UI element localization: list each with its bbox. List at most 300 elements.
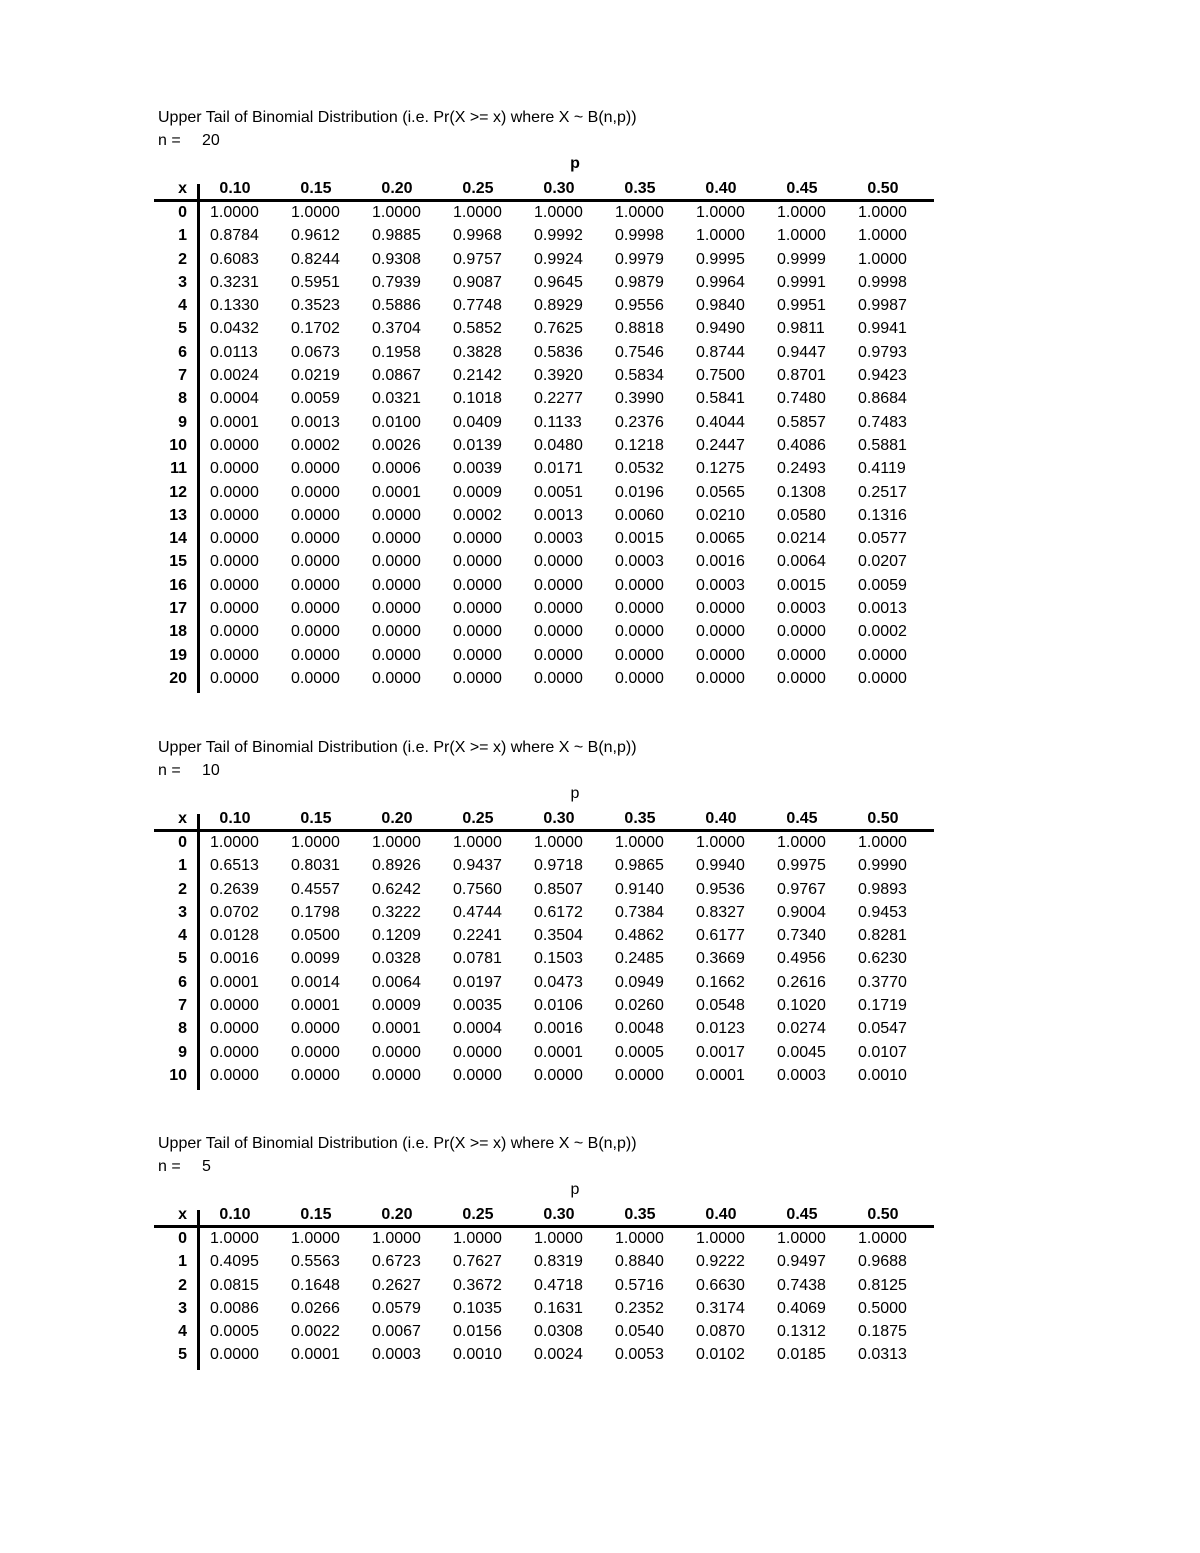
table-row — [152, 924, 934, 947]
p-column-header: 0.50 — [867, 1206, 899, 1223]
table-row — [152, 317, 934, 340]
table-row — [152, 854, 934, 877]
p-column-header: 0.15 — [300, 180, 332, 197]
probability-cell: 0.0000 — [453, 576, 502, 594]
probability-cell: 0.6177 — [696, 927, 745, 945]
probability-cell: 0.0210 — [696, 506, 745, 524]
probability-cell: 0.5834 — [615, 367, 664, 385]
probability-cell: 0.1798 — [291, 903, 340, 921]
probability-cell: 0.0000 — [210, 460, 259, 478]
table-header-row — [152, 176, 934, 199]
p-column-header: 0.20 — [381, 1206, 413, 1223]
probability-cell: 0.8929 — [534, 297, 583, 315]
probability-cell: 0.8784 — [210, 227, 259, 245]
probability-cell: 0.0015 — [615, 530, 664, 548]
probability-cell: 0.0000 — [615, 576, 664, 594]
table-row — [152, 1320, 934, 1343]
n-line — [158, 131, 220, 151]
probability-cell: 0.0000 — [696, 600, 745, 618]
table-row — [152, 1274, 934, 1297]
probability-cell: 0.0000 — [372, 576, 421, 594]
table-row — [152, 1297, 934, 1320]
probability-cell: 0.2517 — [858, 483, 907, 501]
probability-cell: 0.7438 — [777, 1276, 826, 1294]
probability-cell: 0.0000 — [210, 646, 259, 664]
x-value: 6 — [178, 343, 187, 361]
probability-cell: 0.0000 — [615, 646, 664, 664]
x-value: 8 — [178, 390, 187, 408]
n-line — [158, 761, 220, 781]
probability-cell: 0.5857 — [777, 413, 826, 431]
probability-cell: 0.9990 — [858, 857, 907, 875]
probability-cell: 0.0214 — [777, 530, 826, 548]
n-value: 20 — [202, 132, 220, 149]
probability-cell: 0.9999 — [777, 250, 826, 268]
probability-cell: 0.9885 — [372, 227, 421, 245]
probability-cell: 0.8031 — [291, 857, 340, 875]
probability-cell: 0.4718 — [534, 1276, 583, 1294]
probability-cell: 0.9767 — [777, 880, 826, 898]
probability-cell: 0.0009 — [372, 997, 421, 1015]
probability-cell: 0.0000 — [291, 1066, 340, 1084]
x-column-rule — [197, 814, 200, 1090]
probability-cell: 0.0002 — [291, 436, 340, 454]
n-label: n = — [158, 762, 181, 779]
probability-cell: 0.0099 — [291, 950, 340, 968]
table-header-row — [152, 1202, 934, 1225]
probability-cell: 0.5716 — [615, 1276, 664, 1294]
probability-cell: 1.0000 — [696, 834, 745, 851]
probability-cell: 0.9987 — [858, 297, 907, 315]
probability-cell: 0.1316 — [858, 506, 907, 524]
probability-cell: 0.0000 — [291, 483, 340, 501]
probability-cell: 0.0000 — [291, 576, 340, 594]
x-value: 5 — [178, 950, 187, 968]
probability-cell: 0.0128 — [210, 927, 259, 945]
probability-cell: 0.0000 — [210, 483, 259, 501]
probability-cell: 0.0067 — [372, 1323, 421, 1341]
table-row — [152, 667, 934, 690]
probability-cell: 0.9222 — [696, 1253, 745, 1271]
probability-cell: 0.0156 — [453, 1323, 502, 1341]
probability-cell: 0.8926 — [372, 857, 421, 875]
probability-cell: 0.1662 — [696, 973, 745, 991]
probability-cell: 0.0000 — [210, 669, 259, 687]
x-value: 9 — [178, 413, 187, 431]
x-value: 6 — [178, 973, 187, 991]
table-row — [152, 411, 934, 434]
probability-cell: 0.0059 — [858, 576, 907, 594]
probability-cell: 1.0000 — [777, 204, 826, 221]
x-value: 14 — [169, 530, 187, 548]
probability-cell: 0.0540 — [615, 1323, 664, 1341]
x-value: 1 — [178, 857, 187, 875]
probability-cell: 0.3920 — [534, 367, 583, 385]
probability-cell: 0.9951 — [777, 297, 826, 315]
table-row — [152, 1017, 934, 1040]
table-row — [152, 294, 934, 317]
x-value: 2 — [178, 1276, 187, 1294]
table-row — [152, 620, 934, 643]
probability-cell: 0.9447 — [777, 343, 826, 361]
probability-cell: 0.4044 — [696, 413, 745, 431]
probability-cell: 0.9968 — [453, 227, 502, 245]
probability-cell: 0.0547 — [858, 1020, 907, 1038]
probability-cell: 0.0000 — [372, 600, 421, 618]
probability-cell: 0.0000 — [210, 1066, 259, 1084]
probability-cell: 0.1209 — [372, 927, 421, 945]
probability-table — [152, 1202, 934, 1364]
table-row — [152, 947, 934, 970]
p-column-header: 0.15 — [300, 810, 332, 827]
table-row — [152, 527, 934, 550]
probability-cell: 0.0013 — [534, 506, 583, 524]
probability-cell: 0.0001 — [210, 413, 259, 431]
probability-cell: 0.9490 — [696, 320, 745, 338]
probability-cell: 0.9688 — [858, 1253, 907, 1271]
probability-cell: 0.7560 — [453, 880, 502, 898]
x-value: 0 — [178, 1230, 187, 1247]
p-column-header: 0.45 — [786, 810, 818, 827]
probability-cell: 0.4557 — [291, 880, 340, 898]
probability-cell: 0.0000 — [696, 646, 745, 664]
probability-cell: 0.1312 — [777, 1323, 826, 1341]
probability-cell: 0.9793 — [858, 343, 907, 361]
x-value: 18 — [169, 623, 187, 641]
probability-cell: 1.0000 — [534, 1230, 583, 1247]
probability-cell: 0.1702 — [291, 320, 340, 338]
table-row — [152, 644, 934, 667]
p-column-header: 0.35 — [624, 1206, 656, 1223]
table-row — [152, 364, 934, 387]
probability-cell: 0.0000 — [858, 669, 907, 687]
probability-cell: 1.0000 — [372, 1230, 421, 1247]
probability-cell: 0.9975 — [777, 857, 826, 875]
probability-cell: 0.5886 — [372, 297, 421, 315]
probability-cell: 0.3672 — [453, 1276, 502, 1294]
probability-cell: 0.0000 — [372, 506, 421, 524]
probability-cell: 0.9941 — [858, 320, 907, 338]
probability-cell: 0.0000 — [534, 646, 583, 664]
probability-cell: 0.7384 — [615, 903, 664, 921]
probability-cell: 0.9964 — [696, 273, 745, 291]
probability-cell: 0.0123 — [696, 1020, 745, 1038]
probability-cell: 0.4744 — [453, 903, 502, 921]
p-column-header: 0.45 — [786, 1206, 818, 1223]
p-column-header: 0.40 — [705, 810, 737, 827]
probability-cell: 0.7546 — [615, 343, 664, 361]
probability-cell: 0.0024 — [534, 1346, 583, 1364]
probability-cell: 0.5563 — [291, 1253, 340, 1271]
x-value: 3 — [178, 273, 187, 291]
x-value: 13 — [169, 506, 187, 524]
probability-cell: 0.0500 — [291, 927, 340, 945]
probability-cell: 0.3990 — [615, 390, 664, 408]
n-value: 5 — [202, 1158, 211, 1175]
p-column-header: 0.25 — [462, 810, 494, 827]
probability-cell: 0.0000 — [291, 1020, 340, 1038]
probability-cell: 0.0003 — [777, 600, 826, 618]
probability-cell: 0.0001 — [210, 973, 259, 991]
p-axis-label: p — [570, 785, 580, 802]
probability-cell: 0.0000 — [291, 600, 340, 618]
probability-cell: 1.0000 — [372, 834, 421, 851]
probability-cell: 1.0000 — [615, 204, 664, 221]
x-column-header: x — [178, 810, 187, 827]
probability-cell: 0.4086 — [777, 436, 826, 454]
probability-cell: 0.9140 — [615, 880, 664, 898]
probability-cell: 0.0048 — [615, 1020, 664, 1038]
probability-cell: 1.0000 — [858, 250, 907, 268]
probability-cell: 0.0000 — [210, 530, 259, 548]
probability-cell: 1.0000 — [777, 1230, 826, 1247]
probability-cell: 0.8507 — [534, 880, 583, 898]
probability-cell: 0.2493 — [777, 460, 826, 478]
probability-cell: 1.0000 — [858, 227, 907, 245]
p-column-header: 0.20 — [381, 810, 413, 827]
x-value: 15 — [169, 553, 187, 571]
probability-cell: 0.0113 — [210, 343, 258, 361]
probability-cell: 0.8701 — [777, 367, 826, 385]
x-value: 5 — [178, 320, 187, 338]
probability-cell: 0.7748 — [453, 297, 502, 315]
probability-cell: 0.7480 — [777, 390, 826, 408]
probability-cell: 0.7627 — [453, 1253, 502, 1271]
probability-cell: 0.6083 — [210, 250, 259, 268]
x-value: 7 — [178, 997, 187, 1015]
probability-cell: 0.0003 — [615, 553, 664, 571]
probability-cell: 0.0565 — [696, 483, 745, 501]
table-row — [152, 1041, 934, 1064]
probability-cell: 0.0045 — [777, 1043, 826, 1061]
probability-cell: 0.9423 — [858, 367, 907, 385]
table-row — [152, 574, 934, 597]
n-label: n = — [158, 132, 181, 149]
x-value: 3 — [178, 903, 187, 921]
probability-cell: 1.0000 — [534, 204, 583, 221]
probability-cell: 0.3231 — [210, 273, 259, 291]
probability-cell: 0.0000 — [534, 669, 583, 687]
probability-cell: 0.0003 — [696, 576, 745, 594]
p-column-header: 0.40 — [705, 180, 737, 197]
table-row — [152, 481, 934, 504]
probability-cell: 0.0000 — [777, 646, 826, 664]
probability-cell: 0.0000 — [615, 623, 664, 641]
probability-cell: 0.0000 — [453, 1066, 502, 1084]
probability-cell: 0.5852 — [453, 320, 502, 338]
table-row — [152, 434, 934, 457]
probability-cell: 0.0022 — [291, 1323, 340, 1341]
probability-cell: 0.0004 — [210, 390, 259, 408]
probability-cell: 0.0001 — [291, 1346, 340, 1364]
probability-cell: 0.0000 — [453, 530, 502, 548]
probability-cell: 0.9893 — [858, 880, 907, 898]
probability-cell: 0.9995 — [696, 250, 745, 268]
p-column-header: 0.50 — [867, 180, 899, 197]
probability-cell: 1.0000 — [858, 204, 907, 221]
x-value: 20 — [169, 669, 187, 687]
p-column-header: 0.20 — [381, 180, 413, 197]
probability-cell: 0.0000 — [372, 623, 421, 641]
probability-cell: 0.3828 — [453, 343, 502, 361]
probability-cell: 0.0001 — [372, 483, 421, 501]
probability-cell: 0.0000 — [453, 553, 502, 571]
probability-cell: 0.0867 — [372, 367, 421, 385]
probability-cell: 0.0000 — [210, 997, 259, 1015]
probability-cell: 0.0013 — [858, 600, 907, 618]
probability-cell: 0.5000 — [858, 1299, 907, 1317]
probability-cell: 0.0000 — [210, 1020, 259, 1038]
probability-cell: 0.0006 — [372, 460, 421, 478]
x-value: 1 — [178, 1253, 187, 1271]
probability-cell: 0.0000 — [291, 553, 340, 571]
x-value: 3 — [178, 1299, 187, 1317]
n-line — [158, 1157, 211, 1177]
probability-cell: 0.1631 — [534, 1299, 583, 1317]
probability-cell: 0.8744 — [696, 343, 745, 361]
probability-cell: 0.9612 — [291, 227, 340, 245]
probability-cell: 0.0000 — [372, 669, 421, 687]
probability-cell: 0.0139 — [453, 436, 502, 454]
probability-cell: 0.0005 — [210, 1323, 259, 1341]
probability-cell: 0.0870 — [696, 1323, 745, 1341]
probability-cell: 0.6630 — [696, 1276, 745, 1294]
probability-cell: 0.0548 — [696, 997, 745, 1015]
probability-cell: 0.2447 — [696, 436, 745, 454]
p-column-header: 0.15 — [300, 1206, 332, 1223]
probability-cell: 0.9998 — [858, 273, 907, 291]
probability-cell: 0.0000 — [291, 646, 340, 664]
probability-cell: 0.4862 — [615, 927, 664, 945]
probability-cell: 0.0185 — [777, 1346, 826, 1364]
probability-cell: 0.6513 — [210, 857, 259, 875]
table-row — [152, 550, 934, 573]
probability-cell: 0.0000 — [372, 1043, 421, 1061]
probability-cell: 0.0000 — [210, 576, 259, 594]
x-value: 0 — [178, 834, 187, 851]
table-row — [152, 457, 934, 480]
probability-cell: 0.0000 — [210, 600, 259, 618]
section-title: Upper Tail of Binomial Distribution (i.e. Pr(X >= x) where X ~ B(n,p)) — [158, 739, 637, 756]
probability-cell: 0.3669 — [696, 950, 745, 968]
probability-cell: 0.0015 — [777, 576, 826, 594]
probability-table — [152, 176, 934, 687]
table-row — [152, 271, 934, 294]
probability-cell: 0.3770 — [858, 973, 907, 991]
probability-cell: 0.0064 — [372, 973, 421, 991]
probability-cell: 0.0196 — [615, 483, 664, 501]
p-axis-label: p — [570, 1181, 580, 1198]
probability-cell: 0.3704 — [372, 320, 421, 338]
probability-cell: 0.9992 — [534, 227, 583, 245]
table-row — [152, 831, 934, 854]
x-value: 10 — [169, 1066, 187, 1084]
probability-cell: 0.0000 — [534, 1066, 583, 1084]
probability-cell: 0.0000 — [210, 1346, 259, 1364]
x-value: 2 — [178, 880, 187, 898]
table-row — [152, 1064, 934, 1087]
probability-cell: 0.4069 — [777, 1299, 826, 1317]
probability-cell: 0.0473 — [534, 973, 583, 991]
probability-cell: 0.9757 — [453, 250, 502, 268]
probability-cell: 0.0005 — [615, 1043, 664, 1061]
probability-cell: 0.0000 — [453, 623, 502, 641]
probability-cell: 0.0051 — [534, 483, 583, 501]
probability-cell: 0.0815 — [210, 1276, 259, 1294]
probability-cell: 0.1035 — [453, 1299, 502, 1317]
probability-cell: 0.0002 — [858, 623, 907, 641]
probability-cell: 0.0026 — [372, 436, 421, 454]
probability-cell: 0.8281 — [858, 927, 907, 945]
probability-cell: 0.0702 — [210, 903, 259, 921]
probability-cell: 0.0000 — [777, 669, 826, 687]
probability-cell: 0.0000 — [615, 600, 664, 618]
probability-cell: 0.1275 — [696, 460, 745, 478]
p-column-header: 0.45 — [786, 180, 818, 197]
probability-cell: 0.6723 — [372, 1253, 421, 1271]
probability-cell: 0.1133 — [534, 413, 582, 431]
probability-cell: 0.6230 — [858, 950, 907, 968]
probability-cell: 0.0171 — [534, 460, 583, 478]
probability-cell: 0.0219 — [291, 367, 340, 385]
probability-cell: 0.9718 — [534, 857, 583, 875]
probability-cell: 0.0308 — [534, 1323, 583, 1341]
probability-cell: 0.0001 — [534, 1043, 583, 1061]
probability-cell: 0.0000 — [372, 553, 421, 571]
probability-cell: 0.7939 — [372, 273, 421, 291]
probability-cell: 0.0000 — [615, 669, 664, 687]
x-column-rule — [197, 1210, 200, 1370]
probability-cell: 0.9998 — [615, 227, 664, 245]
table-row — [152, 341, 934, 364]
p-column-header: 0.10 — [219, 810, 251, 827]
probability-cell: 0.3222 — [372, 903, 421, 921]
n-label: n = — [158, 1158, 181, 1175]
probability-cell: 0.9924 — [534, 250, 583, 268]
table-row — [152, 597, 934, 620]
probability-cell: 0.0001 — [372, 1020, 421, 1038]
probability-cell: 0.9536 — [696, 880, 745, 898]
probability-cell: 0.0059 — [291, 390, 340, 408]
section-title: Upper Tail of Binomial Distribution (i.e. Pr(X >= x) where X ~ B(n,p)) — [158, 109, 637, 126]
probability-cell: 0.2616 — [777, 973, 826, 991]
x-value: 7 — [178, 367, 187, 385]
probability-cell: 0.0321 — [372, 390, 421, 408]
p-column-header: 0.30 — [543, 180, 575, 197]
probability-cell: 0.1719 — [858, 997, 907, 1015]
probability-cell: 0.2485 — [615, 950, 664, 968]
probability-cell: 0.9497 — [777, 1253, 826, 1271]
x-column-header: x — [178, 180, 187, 197]
probability-cell: 0.0260 — [615, 997, 664, 1015]
probability-cell: 0.1018 — [453, 390, 502, 408]
probability-cell: 0.0000 — [372, 1066, 421, 1084]
x-value: 8 — [178, 1020, 187, 1038]
x-value: 1 — [178, 227, 187, 245]
table-body — [152, 201, 934, 690]
probability-cell: 0.0016 — [696, 553, 745, 571]
probability-cell: 0.0000 — [291, 1043, 340, 1061]
probability-cell: 0.0207 — [858, 553, 907, 571]
probability-cell: 0.0000 — [777, 623, 826, 641]
probability-cell: 0.0001 — [696, 1066, 745, 1084]
probability-cell: 0.8125 — [858, 1276, 907, 1294]
probability-cell: 0.0000 — [534, 623, 583, 641]
probability-cell: 0.3504 — [534, 927, 583, 945]
p-column-header: 0.30 — [543, 810, 575, 827]
x-value: 11 — [170, 460, 187, 478]
probability-cell: 0.0001 — [291, 997, 340, 1015]
